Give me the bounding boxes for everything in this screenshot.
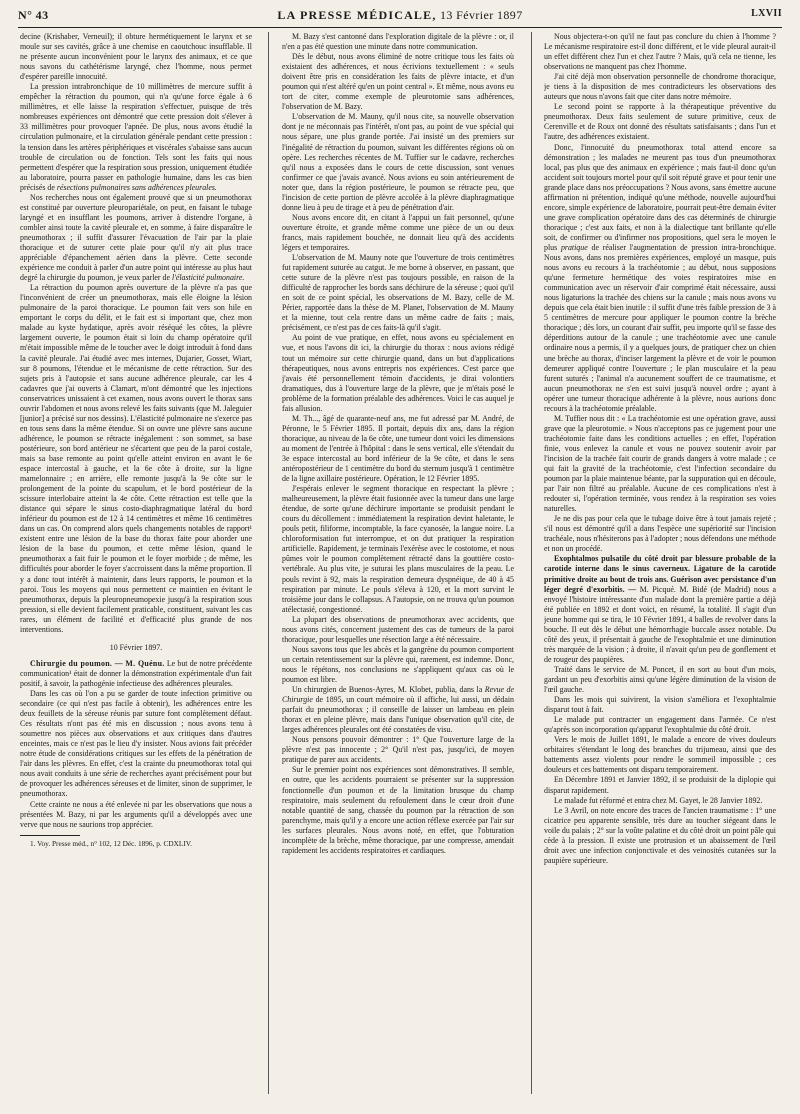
footnote: 1. Voy. Presse méd., n° 102, 12 Déc. 1896, p. CDXLIV. <box>30 838 192 848</box>
column-1 <box>20 32 252 1094</box>
paragraph <box>544 143 776 414</box>
column-2 <box>282 32 514 1094</box>
paragraph-text: M. Picqué. M. Bidé (de Madrid) nous a envoyé l'histoire intéressante d'un malade dont la première partie a déjà été publiée en 1892 et dont voici, en résumé, la totalité. Il s'agit d'un jeune homme qui se tira, le 10 Février 1891, 4 balles de revolver dans la bouche. Il eut dès le début une hémorrhagie buccale assez notable. Du côté des yeux, il présentait à gauche de l'exophtalmie et une diminution très marquée de la vision ; à droite, il n'avait qu'un peu de gonflement et de rougeur des paupières. <box>544 584 776 664</box>
paragraph: Sur le premier point nos expériences sont démonstratives. Il semble, en outre, que les accidents pourraient se présenter sur la suppression fonctionnelle d'un poumon et de la limitation brusque du champ respiratoire, mais seulement du refoulement dans le cœur droit d'une notable quantité de sang, chassée du poumon par la rétraction de son parenchyme, mais qu'il y a encore une action réflexe exercée par l'air sur les surfaces pleurales. Nous avons noté, en effet, que l'obturation incomplète de la brèche, même thoracique, par une compresse, amendait rapidement les accidents respiratoires et cardiaques. <box>282 765 514 855</box>
paragraph: decine (Krishaber, Verneuil); il obture hermétiquement le larynx et se moule sur ses cavités, grâce à une chemise en caoutchouc insufflable. Il ne présente aucun inconvénient pour le larynx des animaux, et ce que nous savons du cathétérisme laryngé, chez l'homme, nous permet d'espérer pareille innocuité. <box>20 32 252 82</box>
paragraph: Dès le début, nous avons éliminé de notre critique tous les faits où existaient des adhérences, et nous écrivions textuellement : « seuls doivent être pris en considération les faits de plèvre intacte, et d'un poumon qui n'est altéré qu'en un point central ». Et même, nous avons eu tort de citer, comme exemple de pleurotomie sans adhérences, l'observation de M. Bazy. <box>282 52 514 112</box>
header-rule <box>18 27 782 28</box>
paragraph: Nous avons encore dit, en citant à l'appui un fait personnel, qu'une ouverture étroite, et grande même comme une pièce de un ou deux francs, mais rapidement bouchée, ne donnait lieu qu'à des accidents légers et temporaires. <box>282 212 514 252</box>
paragraph <box>20 659 252 689</box>
paragraph <box>20 82 252 193</box>
paragraph: Dans les cas où l'on a pu se garder de toute infection primitive ou secondaire (ce qui n'est pas facile à obtenir), les adhérences entre les deux feuillets de la séreuse réunis par suture font complètement défaut. Ces résultats n'ont pas été mis en discussion ; nous avons tenu à soumettre nos pièces aux observations et aux critiques dans d'autres enceintes, mais ce n'est pas le lieu d'y insister. Nous avions fait précéder notre étude de considérations critiques sur les effets de la pénétration de l'air dans les plèvres. En effet, c'est la crainte du pneumothorax total qui nous avait conduits à une série de recherches ayant précisément pour but de provoquer les adhérences séreuses et de limiter, sinon de supprimer, le pneumothorax. <box>20 689 252 799</box>
paragraph: Le 3 Avril, on note encore des traces de l'ancien traumatisme : 1° une cicatrice peu apparente sensible, très dure au toucher siégeant dans le voile du palais ; 2° sur la voûte palatine et du côté droit un point pâle qui cède à la pression. Il existe une protrusion et un abaissement de l'œil droit avec une infection conjonctivale et des veinosités cutanées sur la paupière supérieure. <box>544 805 776 865</box>
paragraph: Vers le mois de Juillet 1891, le malade a encore de vives douleurs orbitaires s'étendant le long des branches du trijumeau, ainsi que des battements assez violents pour rendre le sommeil impossible ; ces douleurs et ces battements ont disparu temporairement. <box>544 735 776 775</box>
paragraph: Le malade put contracter un engagement dans l'armée. Ce n'est qu'après son incorporation qu'apparut l'exophtalmie du côté droit. <box>544 715 776 735</box>
paragraph: Traité dans le service de M. Poncet, il en sort au bout d'un mois, gardant un peu d'exorbitis ainsi qu'une légère diminution de la vision de l'œil gauche. <box>544 664 776 695</box>
article-heading <box>544 554 776 665</box>
paragraph: Je ne dis pas pour cela que le tubage doive être à tout jamais rejeté ; s'il nous est démontré qu'il a dans l'espèce une supériorité sur l'incision trachéale, nous n'hésiterons pas à l'adopter ; nous défendons une méthode et non un procédé. <box>544 514 776 554</box>
paragraph-text: La pression intrabronchique de 10 millimètres de mercure suffit à empêcher la rétraction du poumon, qui n'a qu'une force égale à 6 millimètres, et elle laisse la respiration s'effectuer, puisque de très nombreuses expériences ont démontré que cette pression doit s'élever à 33 millimètres pour provoquer l'apnée. De plus, nous avons étudié la circulation pulmonaire, et la circulation générale pendant cette pression : la tension dans les artères périphériques et viscérales s'abaisse sans aucun trouble de circulation ou de fonction. Tels sont les faits qui nous permettent d'espérer que la respiration sous pression, uniquement étudiée au laboratoire, pourra passer en pathologie humaine, dans les cas bien précisés de <box>20 82 252 192</box>
paragraph: Nous pensons pouvoir démontrer : 1° Que l'ouverture large de la plèvre n'est pas innocente ; 2° Qu'il n'est pas, jusqu'ici, de moyen pratique de parer aux accidents. <box>282 735 514 765</box>
heading-text: Exophtalmos pulsatile du côté droit par blessure probable de la carotide interne dans le sinus caverneux. Ligature de la carotide primitive droite au bout de trois ans. Guérison avec persistance d'un léger degré d'exorbitis. — <box>544 554 776 594</box>
issue-date: 13 Février 1897 <box>439 8 523 22</box>
page-number: N° 43 <box>18 8 49 22</box>
italic-phrase: l'élasticité pulmonaire. <box>171 273 245 283</box>
paragraph: En Décembre 1891 et Janvier 1892, il se produisit de la diplopie qui disparut rapidement. <box>544 775 776 795</box>
paragraph: Nous objectera-t-on qu'il ne faut pas conclure du chien à l'homme ? Le mécanisme respiratoire est-il donc différent, et le vide pleural aurait-il un effet différent chez l'un et chez l'autre ? Mais, qu'à cela ne tienne, les observations ne manquent pas chez l'homme. <box>544 32 776 72</box>
paragraph: L'observation de M. Mauny note que l'ouverture de trois centimètres fut rapidement suturée au catgut. Je me borne à observer, en passant, que cette suture de la plèvre n'est pas toujours possible, en raison de la difficulté de rapprocher les bords sans déchirure de la séreuse ; quoi qu'il en soit de ce point spécial, les observations de M. Bazy, celle de M. Périer, rapportée dans la thèse de M. Planet, l'observation de M. Mauny et la mienne, tout cela rentre dans un même cadre de faits ; mais, précisément, ce n'est pas de ces faits-là qu'il s'agit. <box>282 253 514 333</box>
column-divider-2 <box>531 32 532 1094</box>
paragraph-text: Nos recherches nous ont également prouvé que si un pneumothorax est constitué par ouverture pleuropariétale, on peut, en faisant le tubage laryngé et en insufflant les poumons, arriver à distendre l'organe, à combler ainsi toute la cavité pleurale et, en somme, à faire disparaître le pneumothorax ; il suffit d'assurer l'évacuation de l'air par la plaie thoracique et de suturer cette plaie pour qu'il n'y ait plus trace appréciable d'épanchement aérien dans la plèvre. Cette seconde expérience me conduit à parler d'un autre point qui intéresse au plus haut degré la chirurgie du poumon, je veux parler de <box>20 192 252 283</box>
paragraph <box>20 193 252 283</box>
journal-title: LA PRESSE MÉDICALE, <box>277 8 437 22</box>
running-title <box>18 8 782 23</box>
italic-phrase: résections pulmonaires sans adhérences pleurales. <box>56 182 217 192</box>
paragraph-text: Le but de notre précédente communication¹ était de donner la démonstration expérimentale d'un fait positif, à savoir, la pathogénie infectieuse des adhérences pleurales. <box>20 658 252 688</box>
column-3 <box>544 32 776 1094</box>
paragraph: Cette crainte ne nous a été enlevée ni par les observations que nous a présentées M. Bazy, ni par les arguments qu'il a développés avec une verve que nous ne saurions trop apprécier. <box>20 799 252 829</box>
paragraph-text: Un chirurgien de Buenos-Ayres, M. Klobet, publia, dans la <box>292 685 483 695</box>
paragraph: Le malade fut réformé et entra chez M. Gayet, le 28 Janvier 1892. <box>554 795 763 805</box>
italic-phrase: Revue de Chirurgie <box>282 685 514 705</box>
paragraph <box>282 685 514 735</box>
page-header <box>18 8 782 26</box>
paragraph-text: Donc, l'innocuité du pneumothorax total attend encore sa démonstration ; les malades ne meurent pas tous d'un pneumothorax local, pas plus que des animaux en expérience ; mais faut-il donc qu'un accident soit toujours mortel pour qu'il soit réputé grave et pour tenir une grande place dans nos préoccupations ? Nous avons, sans émettre aucune affirmation ni prétention, indiqué qu'une méthode, nouvelle aujourd'hui encore, simple expérience de laboratoire, pourrait peut-être demain éviter une grave complication opératoire dans des cas déterminés de chirurgie thoracique ; c'est aux faits, et non à la dialectique tant brillante qu'elle soit, de confirmer ou d'infirmer nos propositions, quel sera le moyen le plus <box>544 142 776 252</box>
italic-phrase: pratique <box>560 242 588 252</box>
paragraph: M. Tuffier nous dit : « La trachéotomie est une opération grave, aussi grave que la pleurotomie. » Nous n'acceptons pas ce jugement pour une trachéotomie faite dans les conditions actuelles ; en effet, l'opération finie, vous enlevez la canule et vous ne pouvez soutenir avoir par l'incision de la trachée fait courir de grands dangers à votre malade ; ce qui fait la gravité de la trachéotomie, c'est l'infection secondaire du poumon par la plaie maintenue béante, par la suppuration qui en découle, par l'air non filtré au préalable. Aucune de ces complications n'est à redouter si, l'opération terminée, vous rendez à la respiration ses voies naturelles. <box>544 413 776 514</box>
paragraph: J'espérais enlever le segment thoracique en respectant la plèvre ; malheureusement, la plèvre était fusionnée avec la tumeur dans une large étendue, de sorte qu'une déchirure importante se produisit pendant le cours du décollement : immédiatement la respiration devint haletante, le pouls petit, filiforme, incomptable, la face cyanosée, la langue noire. La chloroformisation fut interrompue, et on dut pratiquer la respiration artificielle. Rapidement, je terminais l'exérèse avec le costotome, et nous pûmes voir le poumon complètement rétracté dans la gouttière costo-vertébrale. Au plus vite, je suturai les plans musculaires de la peau. Le pouls revint à 92, mais la respiration demeura dyspnéique, de 40 à 45 respiration par minute. Le pouls s'éleva à 120, et la mort survint le troisième jour dans le collapsus. A l'autopsie, on ne trouva qu'un poumon atélectasié, congestionné. <box>282 484 514 614</box>
paragraph: L'observation de M. Mauny, qu'il nous cite, sa nouvelle observation dont je ne méconnais pas l'intérêt, n'ont pas, au point de vue spécial qui nous sépare, une plus grande portée. J'ai insisté un des premiers sur l'inégalité de rétraction du poumon, suivant les différentes régions où on opère. Les recherches récentes de M. Tuffier sur le cadavre, recherches qu'il nous a exposées dans le cours de cette discussion, sont venues confirmer ce que j'avais avancé. Nous avions eu soin antérieurement de noter que, dans la région postérieure, le poumon se rétracte peu, que l'incision de cette portion de plèvre accolée à la plèvre diaphragmatique donne lieu à peu de tirage et à peu de pénétration d'air. <box>282 112 514 212</box>
paragraph-text: de 1895, un court mémoire où il affiche, lui aussi, un dédain parfait du pneumothorax ; il conseille de laisser un lambeau en plein thorax et en pleine plèvre, mais dans l'unique observation qu'il cite, de larges adhérences pleurales ont été constatées de visu. <box>282 695 514 735</box>
session-date: 10 Février 1897. <box>109 642 163 652</box>
paragraph: La plupart des observations de pneumothorax avec accidents, que nous avons cités, concernent justement des cas de tumeurs de la paroi thoracique, pour lesquelles une résection large a été nécessaire. <box>282 614 514 644</box>
paragraph-text: de réaliser l'augmentation de pression intra-bronchique. Nous avons, dans nos premières expériences, employé un masque, puis nous avons eu recours à la trachéotomie ; au début, nous supposions qu'une fermeture hermétique des voies respiratoires mise en communication avec un réservoir d'air comprimé était nécessaire, aussi nous ligaturions la trachée des chiens sur la canule ; mais nous avons vu depuis que cela était bien inutile : il suffit d'une très faible pression de 3 à 5 centimètres de mercure pour appliquer le poumon contre la brèche thoracique ; dès lors, un courant d'air suffit, peu importe qu'il se fasse des déperditions autour de la canule ; une trachéotomie avec une canule ordinaire nous a permis, il y a quelques jours, de pratiquer chez un chien une brèche au thorax, d'inciser largement la plèvre et de voir le poumon demeurer appliqué contre l'ouverture ; le plan musculaire et la peau furent suturés ; l'animal n'a aucunement souffert de ce traumatisme, et aucun pneumothorax ne s'en est suivi jusqu'à nouvel ordre ; ayant à opérer une tumeur thoracique adhérente à la plèvre, nous aurions donc recours à la trachéotomie préalable. <box>544 242 776 413</box>
footnote-rule <box>20 835 80 836</box>
paragraph: J'ai cité déjà mon observation personnelle de chondrome thoracique, je tiens à la disposition de mes contradicteurs les observations des auteurs que nous n'avons fait que citer dans notre mémoire. <box>544 72 776 102</box>
paragraph: Dans les mois qui suivirent, la vision s'améliora et l'exophtalmie disparut tout à fait. <box>544 695 776 715</box>
paragraph: Au point de vue pratique, en effet, nous avons eu spécialement en vue, et nous l'avons dit ici, la chirurgie du thorax : nous avions rédigé tout un mémoire sur cette chirurgie quand, dans un but d'applications thérapeutiques, nous avons entrepris nos expériences. C'est parce que j'avais été personnellement témoin d'accidents, je dirai volontiers dramatiques, dus à l'ouverture large de la plèvre, que je m'étais posé le problème de la formation préalable des adhérences. Voici le cas auquel je fais allusion. <box>282 333 514 413</box>
paragraph: M. Bazy s'est cantonné dans l'exploration digitale de la plèvre : or, il n'en a pas été question une minute dans notre communication. <box>282 32 514 52</box>
paragraph: M. Th..., âgé de quarante-neuf ans, me fut adressé par M. André, de Péronne, le 5 Février 1895. Il portait, depuis dix ans, dans la région thoracique, au niveau de la 6e côte, une tumeur dont voici les dimensions au moment de l'entrée à l'hôpital : dans le sens vertical, elle s'étendait du 3e espace intercostal au bord inférieur de la 9e côte, et dans le sens antéropostérieur de 1 centimètre du bord du sternum jusqu'à 1 centimètre de la ligne axillaire postérieure. Opération, le 12 Février 1895. <box>282 413 514 484</box>
column-divider-1 <box>268 32 269 1094</box>
section-rubric: Chirurgie du poumon. — M. Quénu. <box>30 658 165 668</box>
paragraph: Nous savons tous que les abcès et la gangrène du poumon comportent un certain retentissement sur la plèvre qui, rarement, est indemne. Donc, nous le répétons, nos conclusions ne s'appliquent qu'aux cas où le poumon est libre. <box>282 644 514 684</box>
paragraph: La rétraction du poumon après ouverture de la plèvre n'a pas que l'inconvénient de créer un pneumothorax, mais elle éloigne la lésion pulmonaire de la paroi thoracique. Le poumon fait vers son hile en emportant le corps du délit, et le fait est si important que, chez mon malade au kyste hydatique, après avoir réséqué les côtes, la plèvre largement ouverte, le poumon était si loin du champ opératoire qu'il m'était impossible même de le toucher avec le doigt introduit à fond dans la cavité pleurale. J'ai étudié avec mes internes, Dujarier, Gosset, Wiart, sur 8 poumons, l'étendue et le mécanisme de cette rétraction. Sur des sujets pris à l'autopsie et sans aucune adhérence pleurale, car les 4 cadavres que j'ai ouverts à Clamart, m'ont démontré que les injections conservatrices unissaient à cet examen, nous avons ouvert le thorax sans ouvrir l'abdomen et nous avons relevé les faits suivants (que M. Jaleguier [junior] a précisé sur nos dessins). L'élasticité pulmonaire ne s'exerce pas en tous sens dans la même étendue. Si on ouvre une plèvre sans aucune adhérence, le poumon se rétracte inégalement : son sommet, sa base postérieure, son bord antérieur ne s'écartent que peu de la paroi costale, mais sa base remonte au point qu'elle atteint environ en avant le 6e espace intercostal à gauche, et la 6e côte à droite, sur la ligne mamelonnaire ; en arrière, elle remonte jusqu'à la 9e côte sur le prolongement de la pointe du scapulum, et le bord postérieur de la scissure interlobaire atteint la 4e côte. Cette rétraction est telle que la distance qui sépare le sinus costo-diaphragmatique latéral du bord inférieur du poumon est de 12 à 14 centimètres et même 16 centimètres dans un cas. On comprend alors quels changements notables de rapport¹ existent entre une lésion de la base du thorax faite pour aborder une lésion de la base du poumon, et cette même lésion, quand le pneumothorax a fait fuir le poumon et le foyer morbide ; de même, les difficultés pour aborder le foyer s'accroissent dans la même proportion. Il y a donc tout intérêt à maintenir, dans leurs rapports, le poumon et la paroi. Tous les moyens qui nous permettent ce maintien en évitant le pneumothorax, depuis la pleuropneumopexie jusqu'à la respiration sous pression, si elle devient facilement praticable, constituent, suivant les cas rares, un élément de facilité et d'efficacité plus grande de nos interventions. <box>20 283 252 634</box>
paragraph: Le second point se rapporte à la thérapeutique préventive du pneumothorax. Deux faits seulement de suture primitive, ceux de Cerenville et de Roux ont donné des résultats satisfaisants ; dans l'un et l'autre, des adhérences existaient. <box>544 102 776 142</box>
folio-number: LXVII <box>751 8 782 19</box>
